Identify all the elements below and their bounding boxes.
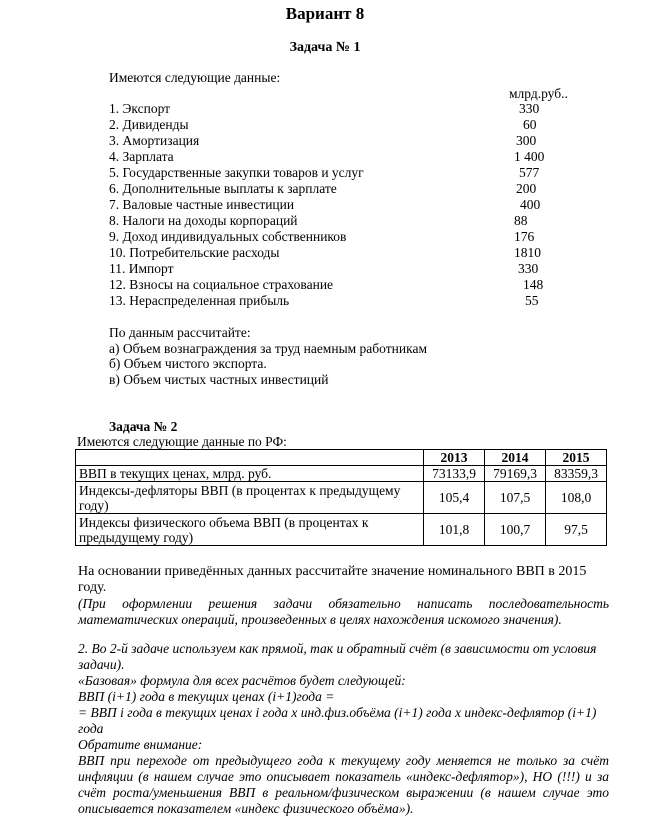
item-value: 1810 xyxy=(514,245,541,260)
calc-intro: По данным рассчитайте: xyxy=(109,325,251,340)
document-title: Вариант 8 xyxy=(285,4,365,23)
item-value: 300 xyxy=(516,133,537,148)
list-item xyxy=(109,165,364,181)
list-item xyxy=(109,101,170,117)
row-label: Индексы-дефляторы ВВП (в процентах к предыдущему году) xyxy=(76,482,424,514)
question-a: а) Объем вознаграждения за труд наемным работникам xyxy=(109,341,427,356)
item-label: 2. Дивиденды xyxy=(109,117,189,132)
table-header-row xyxy=(76,450,607,466)
list-item xyxy=(109,245,280,261)
hint-line-1: 2. Во 2-й задаче используем как прямой, так и обратный счёт (в зависимости от условия задачи). xyxy=(78,641,597,672)
cell-value: 108,0 xyxy=(546,482,607,514)
list-item xyxy=(109,293,289,309)
unit-label: млрд.руб.. xyxy=(509,86,568,101)
item-value: 577 xyxy=(519,165,540,180)
table-row xyxy=(76,514,607,546)
item-label: 1. Экспорт xyxy=(109,101,171,116)
item-label: 12. Взносы на социальное страхование xyxy=(109,277,334,292)
cell-value: 107,5 xyxy=(485,482,546,514)
item-label: 5. Государственные закупки товаров и услуг xyxy=(109,165,364,180)
item-label: 3. Амортизация xyxy=(109,133,200,148)
list-item xyxy=(109,261,174,277)
item-label: 10. Потребительские расходы xyxy=(109,245,280,260)
column-header: 2013 xyxy=(424,450,485,466)
task2-heading: Задача № 2 xyxy=(109,419,178,434)
cell-value: 97,5 xyxy=(546,514,607,546)
item-value: 148 xyxy=(523,277,544,292)
list-item xyxy=(109,181,337,197)
table-row xyxy=(76,482,607,514)
task1-intro: Имеются следующие данные: xyxy=(109,70,281,85)
column-header: 2015 xyxy=(546,450,607,466)
item-value: 88 xyxy=(514,213,528,228)
list-item xyxy=(109,197,294,213)
attention-label: Обратите внимание: xyxy=(78,737,203,752)
item-label: 8. Налоги на доходы корпораций xyxy=(109,213,298,228)
cell-value: 79169,3 xyxy=(485,466,546,482)
item-value: 330 xyxy=(519,101,540,116)
list-item xyxy=(109,277,333,293)
hint-formula-line-2: = ВВП i года в текущих ценах i года х инд.физ.объёма (i+1) года х индекс-дефлятор (i+1) года xyxy=(78,705,597,736)
hint-line-2: «Базовая» формула для всех расчётов будет следующей: xyxy=(78,673,406,688)
question-c: в) Объем чистых частных инвестиций xyxy=(109,372,329,387)
item-label: 4. Зарплата xyxy=(109,149,174,164)
list-item xyxy=(109,229,346,245)
list-item xyxy=(109,213,298,229)
column-header: 2014 xyxy=(485,450,546,466)
hint-explanation: ВВП при переходе от предыдущего года к текущему году меняется не только за счёт инфляции (в нашем случае это описывает показатель «индекс-дефлятор»), НО (!!!) и за счёт роста/уменьшения ВВП в реальном/физическом выражении (в нашем случае это описывается показателем «индекс физического объёма»). xyxy=(78,753,609,816)
gdp-data-table xyxy=(75,449,607,546)
task1-heading: Задача № 1 xyxy=(289,40,361,55)
column-header xyxy=(76,450,424,466)
task2-note: (При оформлении решения задачи обязательно написать последовательность математических операций, произведенных в целях нахождения искомого значения). xyxy=(78,596,609,627)
cell-value: 100,7 xyxy=(485,514,546,546)
item-value: 200 xyxy=(516,181,537,196)
row-label: Индексы физического объема ВВП (в процентах к предыдущему году) xyxy=(76,514,424,546)
item-value: 400 xyxy=(520,197,541,212)
item-value: 55 xyxy=(525,293,539,308)
list-item xyxy=(109,133,199,149)
row-label: ВВП в текущих ценах, млрд. руб. xyxy=(76,466,424,482)
item-value: 176 xyxy=(514,229,535,244)
hint-formula-line-1: ВВП (i+1) года в текущих ценах (i+1)года = xyxy=(78,689,335,704)
item-label: 13. Нераспределенная прибыль xyxy=(109,293,290,308)
item-value: 330 xyxy=(518,261,539,276)
task2-question: На основании приведённых данных рассчитайте значение номинального ВВП в 2015 году. xyxy=(78,564,587,595)
item-value: 1 400 xyxy=(514,149,545,164)
cell-value: 83359,3 xyxy=(546,466,607,482)
task2-intro: Имеются следующие данные по РФ: xyxy=(77,434,287,449)
list-item xyxy=(109,149,174,165)
question-b: б) Объем чистого экспорта. xyxy=(109,356,267,371)
cell-value: 73133,9 xyxy=(424,466,485,482)
item-label: 6. Дополнительные выплаты к зарплате xyxy=(109,181,337,196)
list-item xyxy=(109,117,189,133)
item-label: 7. Валовые частные инвестиции xyxy=(109,197,295,212)
item-value: 60 xyxy=(523,117,537,132)
table-row xyxy=(76,466,607,482)
item-label: 9. Доход индивидуальных собственников xyxy=(109,229,347,244)
cell-value: 101,8 xyxy=(424,514,485,546)
cell-value: 105,4 xyxy=(424,482,485,514)
item-label: 11. Импорт xyxy=(109,261,174,276)
